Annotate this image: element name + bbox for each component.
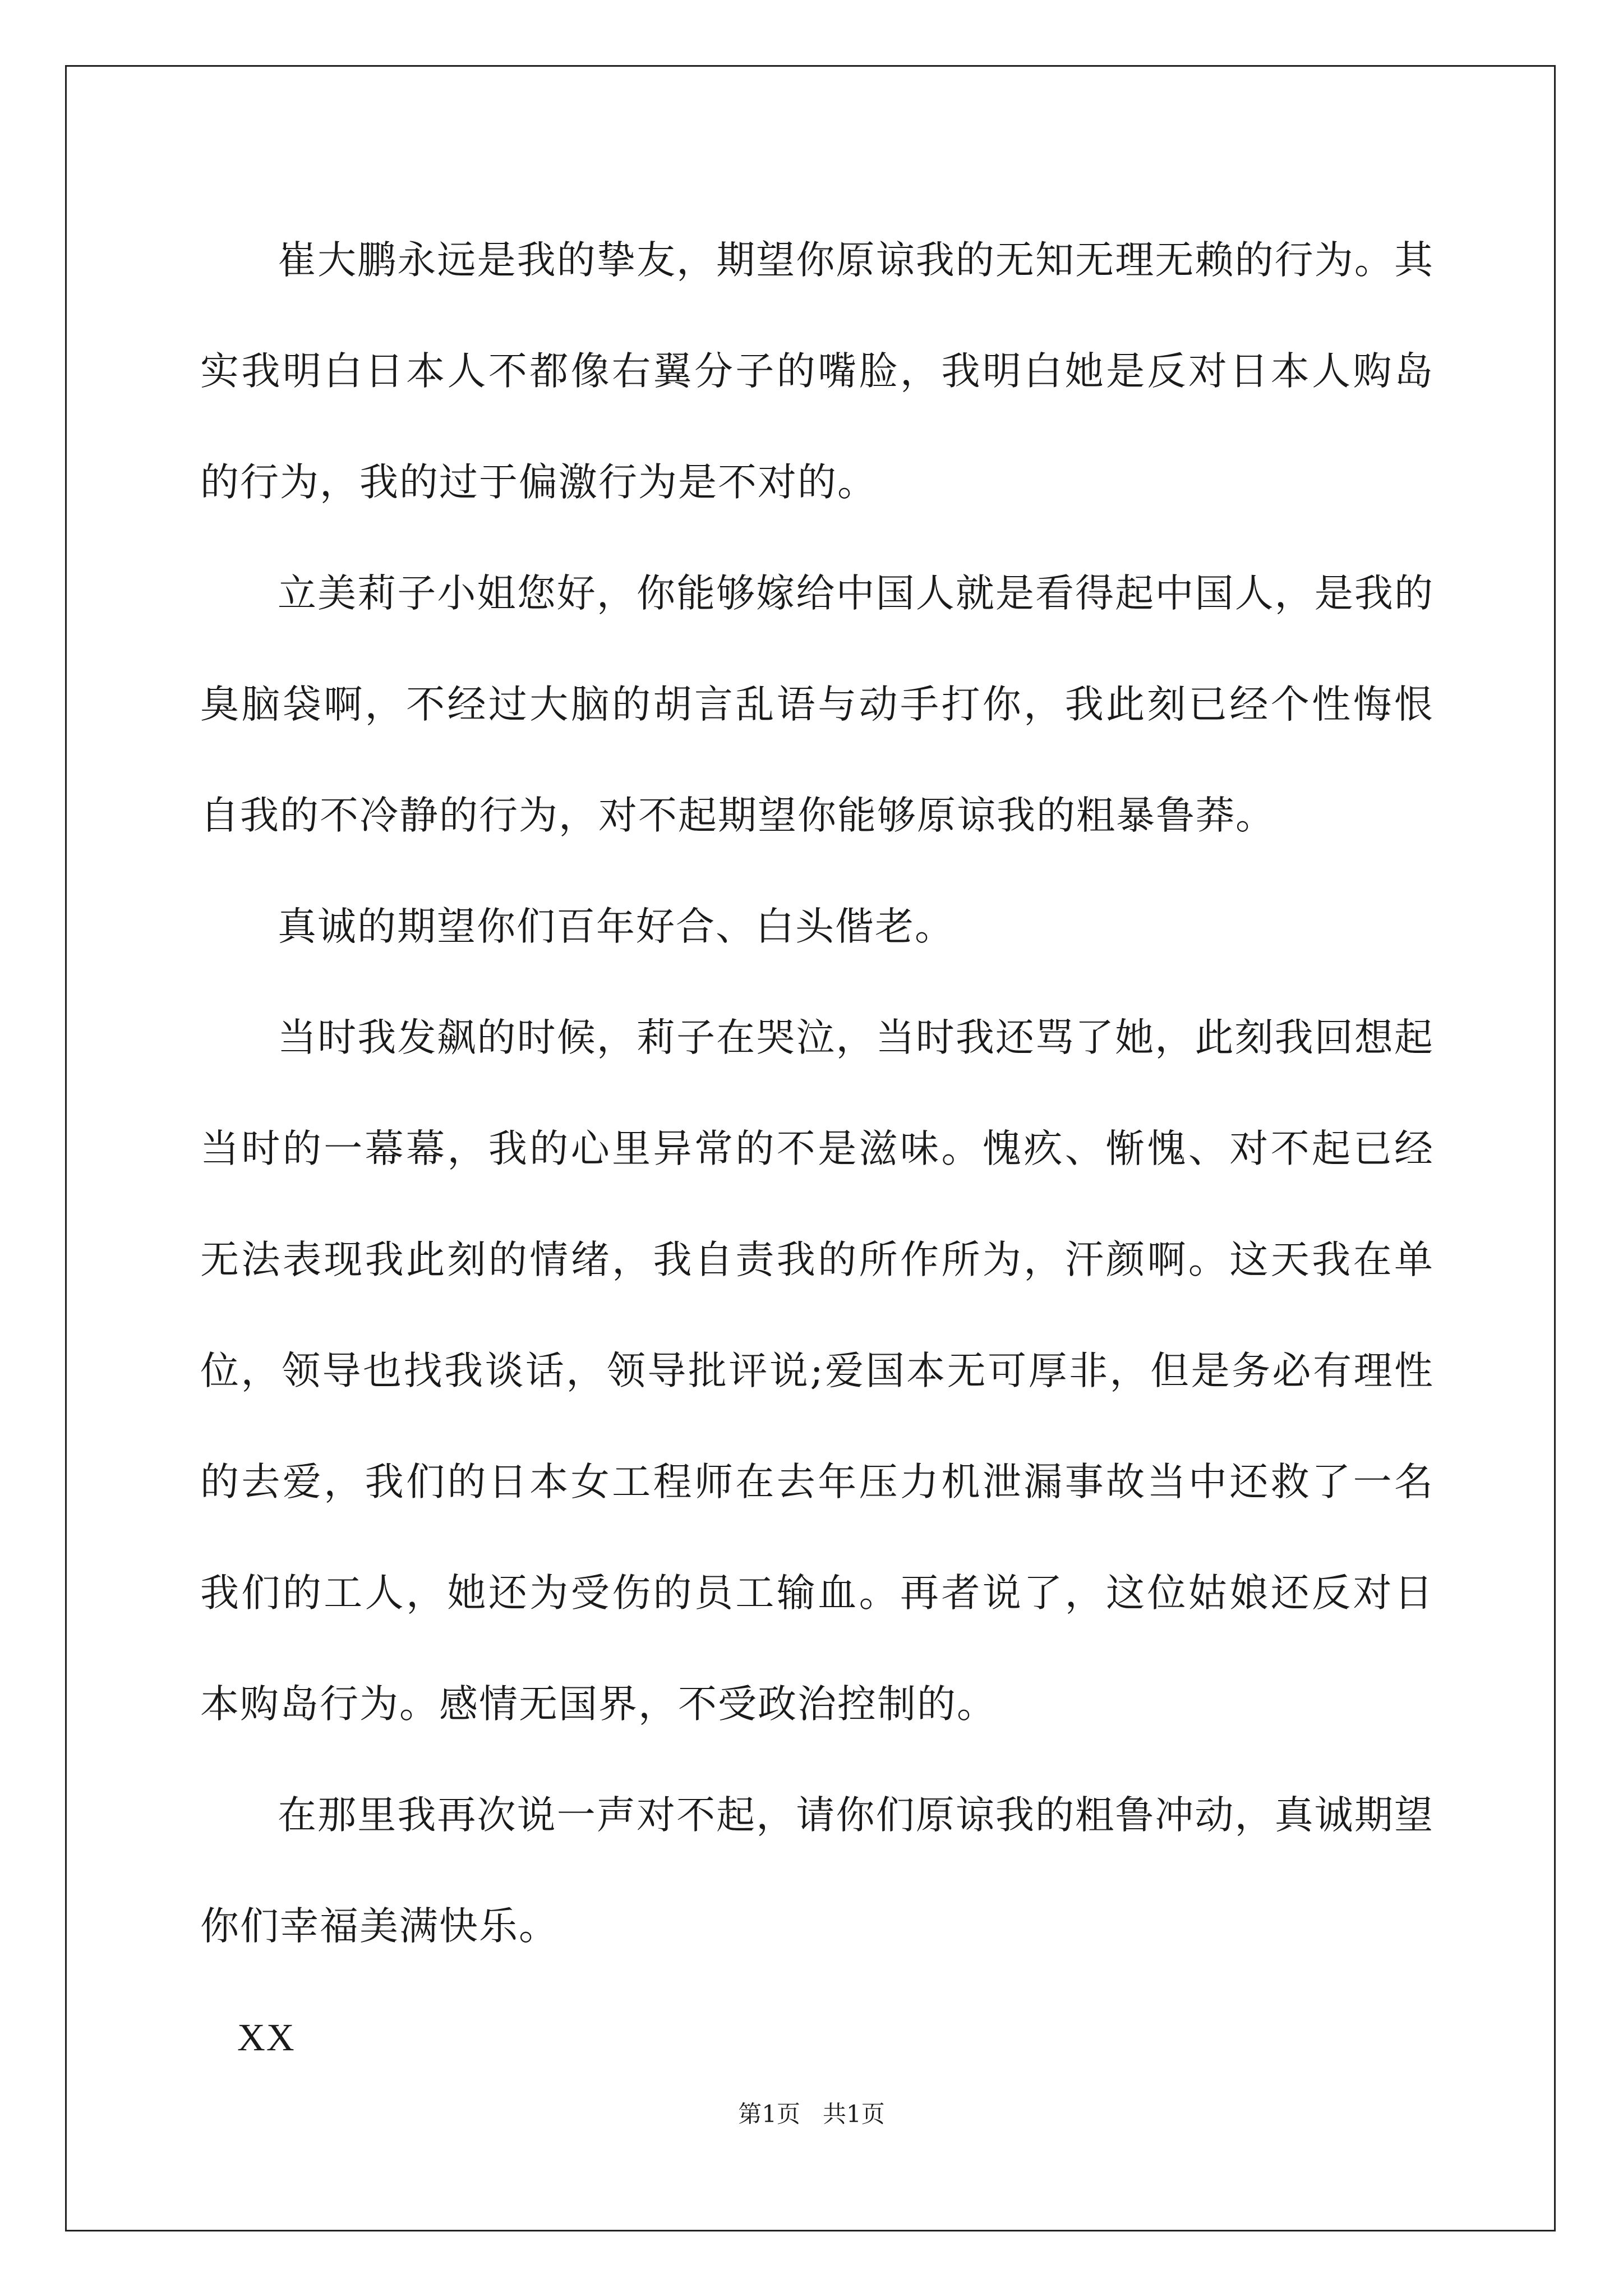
- paragraph: 崔大鹏永远是我的挚友，期望你原谅我的无知无理无赖的行为。其实我明白日本人不都像右翼分子的嘴脸，我明白她是反对日本人购岛的行为，我的过于偏激行为是不对的。: [200, 238, 1434, 505]
- paragraph: 立美莉子小姐您好，你能够嫁给中国人就是看得起中国人，是我的臭脑袋啊，不经过大脑的胡言乱语与动手打你，我此刻已经个性悔恨自我的不冷静的行为，对不起期望你能够原谅我的粗暴鲁莽。: [200, 571, 1434, 838]
- paragraph: 在那里我再次说一声对不起，请你们原谅我的粗鲁冲动，真诚期望你们幸福美满快乐。: [200, 1793, 1434, 1949]
- page-number-footer: 第1页 共1页: [738, 2100, 885, 2128]
- signature: XX: [237, 2016, 296, 2059]
- paragraph: 真诚的期望你们百年好合、白头偕老。: [278, 904, 955, 949]
- document-body: [200, 205, 1434, 2093]
- paragraph: 当时我发飙的时候，莉子在哭泣，当时我还骂了她，此刻我回想起当时的一幕幕，我的心里异常的不是滋味。愧疚、惭愧、对不起已经无法表现我此刻的情绪，我自责我的所作所为，汗颜啊。这天我在单位，领导也找我谈话，领导批评说;爱国本无可厚非，但是务必有理性的去爱，我们的日本女工程师在去年压力机泄漏事故当中还救了一名我们的工人，她还为受伤的员工输血。再者说了，这位姑娘还反对日本购岛行为。感情无国界，不受政治控制的。: [200, 1015, 1434, 1727]
